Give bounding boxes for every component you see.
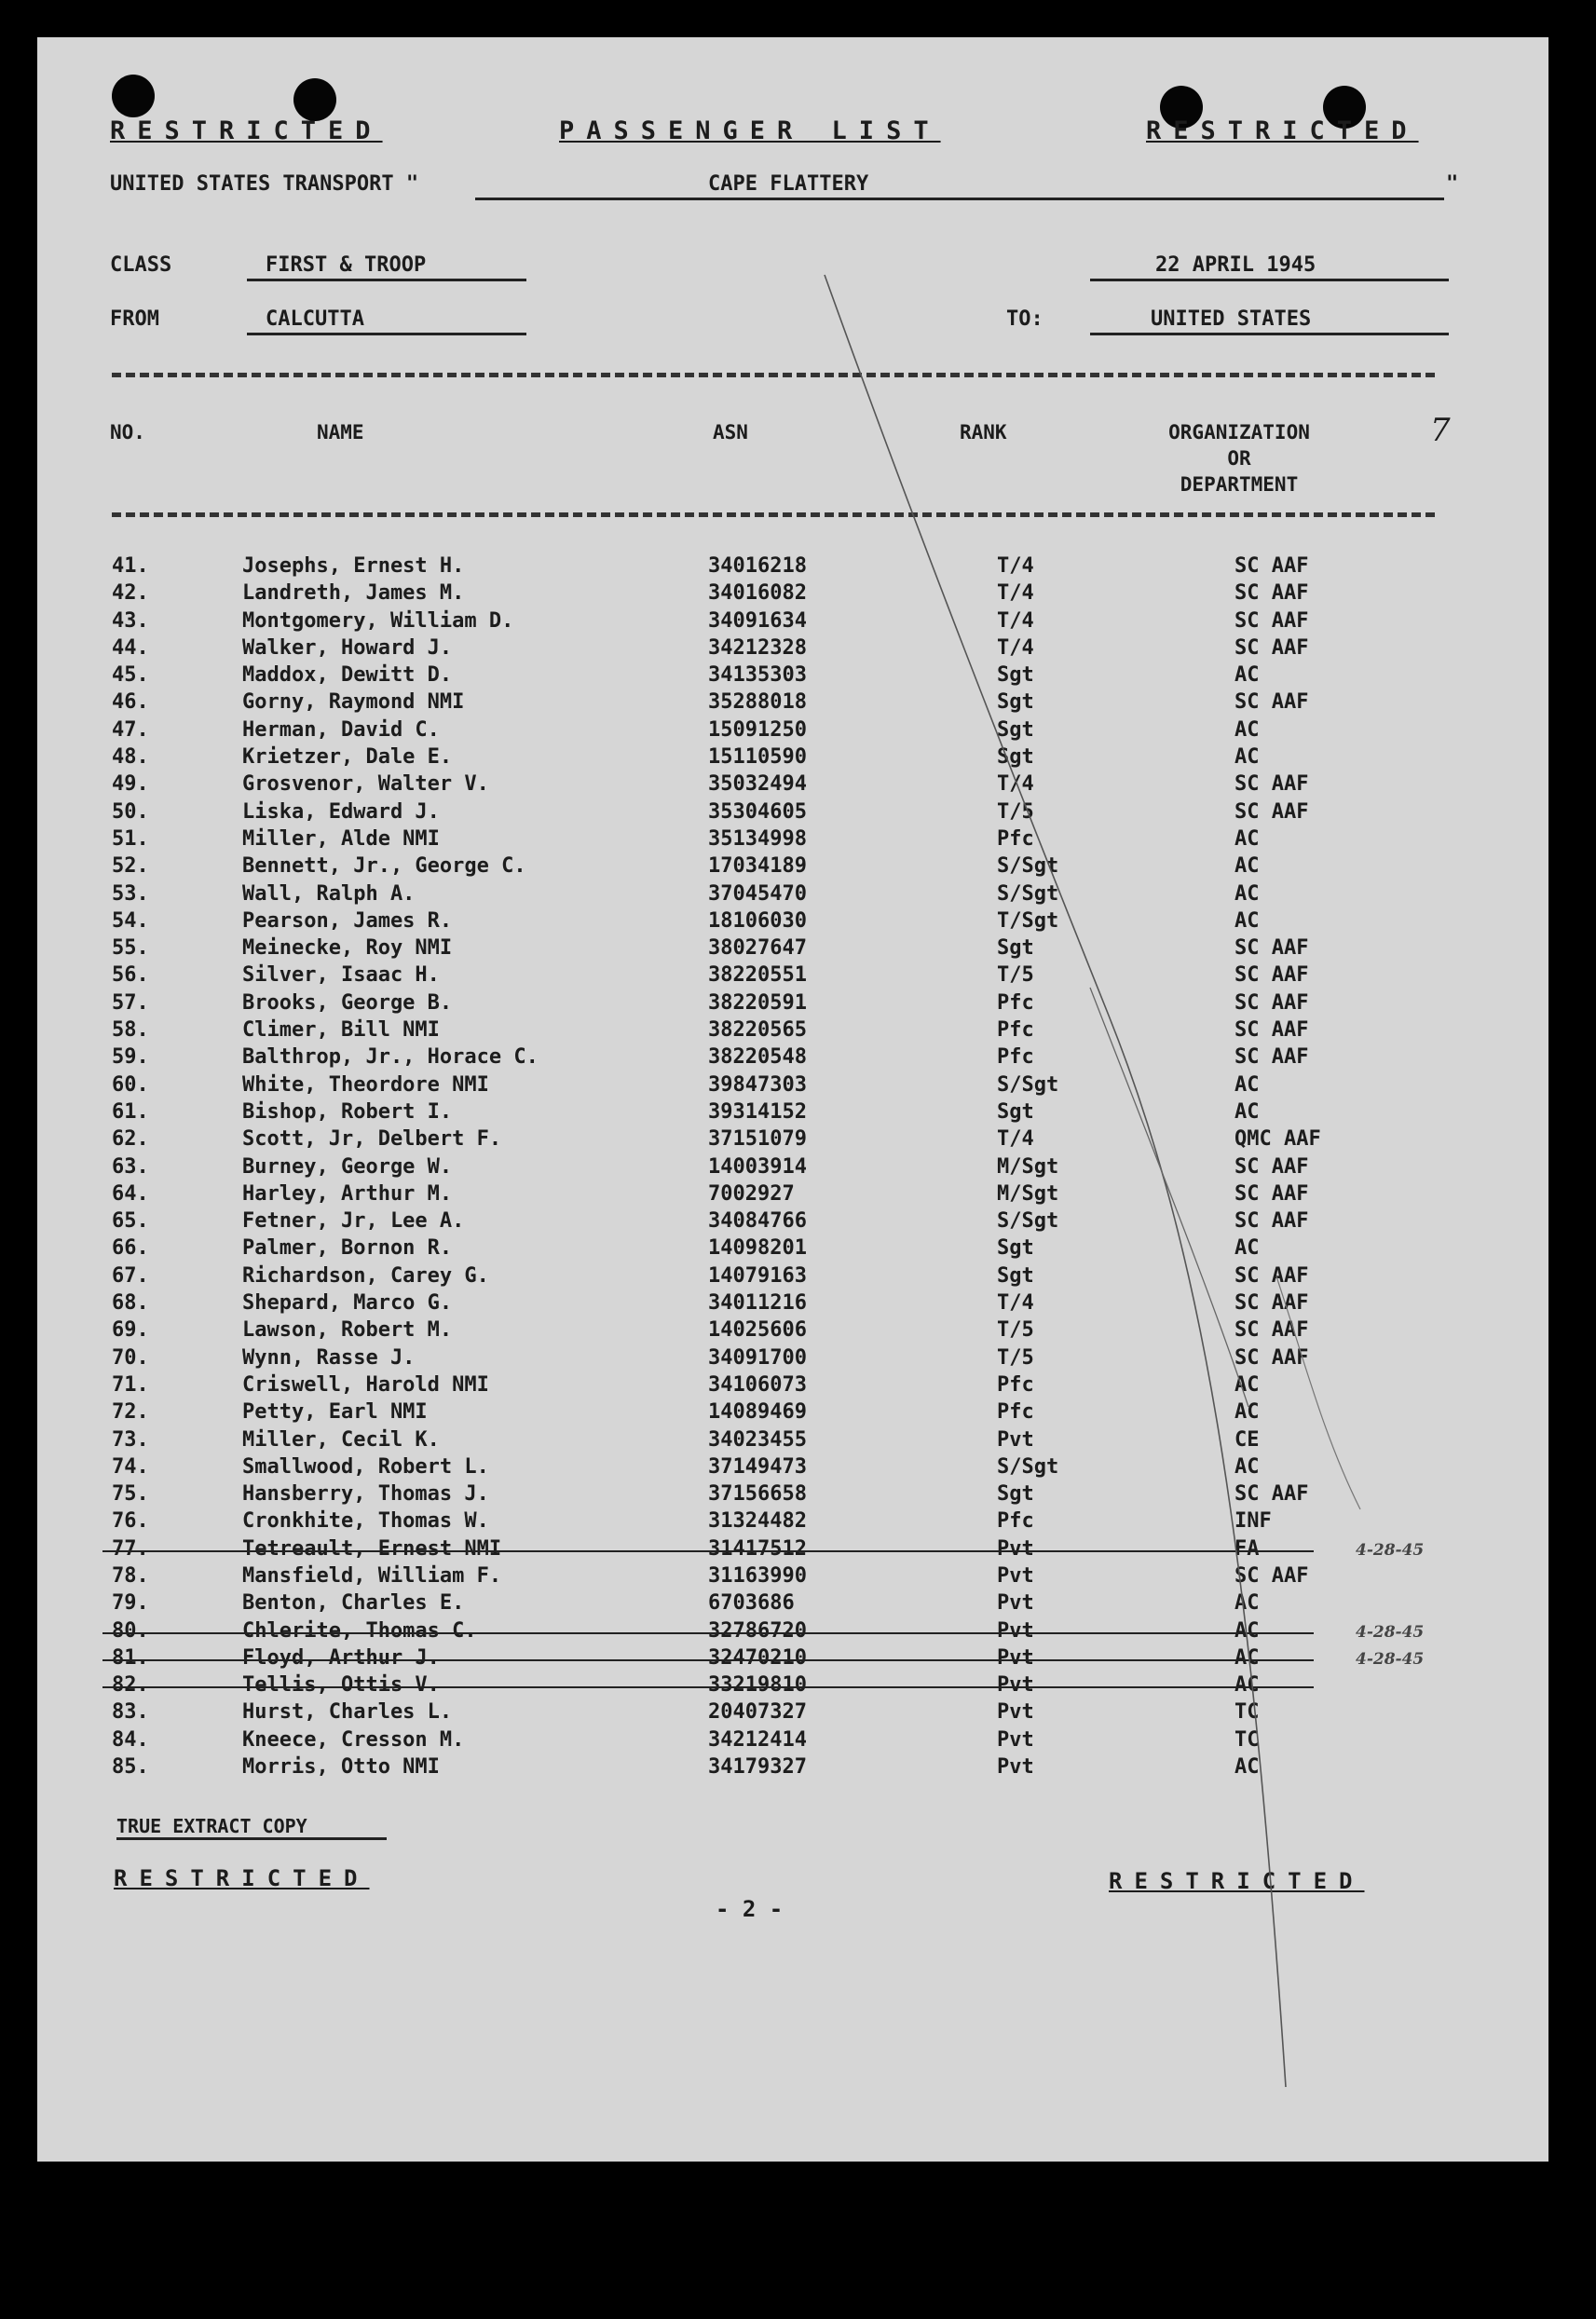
passenger-asn: 15091250 (708, 717, 807, 742)
passenger-rank: T/Sgt (997, 908, 1059, 933)
passenger-name: Tellis, Ottis V. (242, 1673, 440, 1698)
passenger-number: 41. (112, 554, 149, 578)
passenger-number: 75. (112, 1482, 149, 1507)
passenger-organization: AC (1235, 1673, 1260, 1698)
passenger-rank: Sgt (997, 717, 1034, 742)
passenger-number: 48. (112, 745, 149, 770)
passenger-organization: AC (1235, 1372, 1260, 1397)
restricted-header-right: RESTRICTED (1146, 116, 1419, 145)
passenger-number: 74. (112, 1454, 149, 1479)
passenger-number: 70. (112, 1345, 149, 1370)
passenger-number: 45. (112, 663, 149, 688)
passenger-name: Benton, Charles E. (242, 1591, 465, 1616)
passenger-rank: S/Sgt (997, 1454, 1059, 1479)
passenger-number: 81. (112, 1645, 149, 1670)
column-header-org-line1: ORGANIZATION (1168, 421, 1310, 443)
handwritten-date-note: 4-28-45 (1356, 1540, 1425, 1560)
passenger-number: 61. (112, 1099, 149, 1124)
passenger-rank: Pvt (997, 1727, 1034, 1752)
passenger-number: 47. (112, 717, 149, 742)
passenger-asn: 14025606 (708, 1318, 807, 1343)
passenger-name: Krietzer, Dale E. (242, 745, 453, 770)
passenger-organization: AC (1235, 663, 1260, 688)
passenger-rank: Pvt (997, 1563, 1034, 1588)
passenger-rank: T/4 (997, 635, 1034, 660)
passenger-name: Palmer, Bornon R. (242, 1236, 453, 1261)
passenger-organization: AC (1235, 826, 1260, 851)
passenger-number: 52. (112, 854, 149, 879)
passenger-number: 53. (112, 881, 149, 906)
passenger-name: Maddox, Dewitt D. (242, 663, 453, 688)
passenger-number: 46. (112, 690, 149, 715)
handwritten-date-note: 4-28-45 (1356, 1649, 1425, 1669)
passenger-asn: 39847303 (708, 1072, 807, 1097)
passenger-name: Miller, Alde NMI (242, 826, 440, 851)
passenger-rank: T/5 (997, 1345, 1034, 1370)
passenger-name: Montgomery, William D. (242, 608, 514, 633)
passenger-rank: Sgt (997, 1099, 1034, 1124)
passenger-organization: SC AAF (1235, 772, 1309, 797)
passenger-name: Floyd, Arthur J. (242, 1645, 440, 1670)
passenger-name: Morris, Otto NMI (242, 1755, 440, 1780)
passenger-name: Gorny, Raymond NMI (242, 690, 465, 715)
passenger-name: Tetreault, Ernest NMI (242, 1536, 502, 1561)
passenger-organization: AC (1235, 1618, 1260, 1643)
passenger-organization: SC AAF (1235, 1482, 1309, 1507)
passenger-name: Pearson, James R. (242, 908, 453, 933)
passenger-name: Cronkhite, Thomas W. (242, 1509, 489, 1534)
passenger-asn: 38027647 (708, 936, 807, 961)
passenger-organization: SC AAF (1235, 936, 1309, 961)
passenger-organization: SC AAF (1235, 690, 1309, 715)
passenger-organization: SC AAF (1235, 1018, 1309, 1043)
passenger-organization: SC AAF (1235, 1291, 1309, 1316)
passenger-organization: SC AAF (1235, 1045, 1309, 1070)
passenger-name: Bishop, Robert I. (242, 1099, 453, 1124)
passenger-name: Shepard, Marco G. (242, 1291, 453, 1316)
passenger-asn: 34016082 (708, 581, 807, 606)
passenger-name: Harley, Arthur M. (242, 1181, 453, 1206)
passenger-name: Silver, Isaac H. (242, 963, 440, 988)
passenger-rank: M/Sgt (997, 1154, 1059, 1179)
passenger-organization: AC (1235, 854, 1260, 879)
passenger-rank: Pfc (997, 1400, 1034, 1425)
passenger-asn: 37151079 (708, 1127, 807, 1152)
passenger-number: 54. (112, 908, 149, 933)
passenger-organization: SC AAF (1235, 1318, 1309, 1343)
passenger-organization: SC AAF (1235, 1154, 1309, 1179)
passenger-asn: 14089469 (708, 1400, 807, 1425)
passenger-rank: T/4 (997, 608, 1034, 633)
passenger-rank: S/Sgt (997, 1072, 1059, 1097)
passenger-number: 80. (112, 1618, 149, 1643)
passenger-rank: S/Sgt (997, 881, 1059, 906)
passenger-asn: 38220565 (708, 1018, 807, 1043)
passenger-name: Hurst, Charles L. (242, 1700, 453, 1725)
passenger-asn: 34106073 (708, 1372, 807, 1397)
passenger-asn: 34091700 (708, 1345, 807, 1370)
from-label: FROM (110, 307, 159, 331)
class-label: CLASS (110, 253, 172, 277)
passenger-name: Climer, Bill NMI (242, 1018, 440, 1043)
transport-label: UNITED STATES TRANSPORT " (110, 172, 419, 196)
passenger-asn: 17034189 (708, 854, 807, 879)
passenger-asn: 6703686 (708, 1591, 795, 1616)
passenger-asn: 38220551 (708, 963, 807, 988)
passenger-asn: 14079163 (708, 1263, 807, 1288)
passenger-name: Wall, Ralph A. (242, 881, 416, 906)
passenger-organization: TC (1235, 1727, 1260, 1752)
transport-name: CAPE FLATTERY (475, 172, 1444, 200)
passenger-organization: AC (1235, 1072, 1260, 1097)
passenger-organization: AC (1235, 1645, 1260, 1670)
passenger-number: 59. (112, 1045, 149, 1070)
passenger-rank: S/Sgt (997, 1209, 1059, 1234)
passenger-number: 49. (112, 772, 149, 797)
passenger-organization: AC (1235, 1755, 1260, 1780)
passenger-organization: SC AAF (1235, 1181, 1309, 1206)
manifest-date: 22 APRIL 1945 (1090, 253, 1449, 281)
passenger-number: 76. (112, 1509, 149, 1534)
passenger-asn: 33219810 (708, 1673, 807, 1698)
passenger-organization: QMC AAF (1235, 1127, 1321, 1152)
passenger-rank: Pvt (997, 1700, 1034, 1725)
passenger-number: 66. (112, 1236, 149, 1261)
passenger-name: Walker, Howard J. (242, 635, 453, 660)
passenger-number: 73. (112, 1427, 149, 1452)
passenger-rank: Pvt (997, 1618, 1034, 1643)
passenger-organization: AC (1235, 717, 1260, 742)
passenger-organization: SC AAF (1235, 963, 1309, 988)
document-page (37, 37, 1548, 2162)
passenger-organization: SC AAF (1235, 635, 1309, 660)
passenger-rank: Sgt (997, 663, 1034, 688)
passenger-rank: T/4 (997, 554, 1034, 578)
passenger-rank: T/4 (997, 1127, 1034, 1152)
passenger-asn: 32786720 (708, 1618, 807, 1643)
passenger-number: 65. (112, 1209, 149, 1234)
passenger-rank: Pvt (997, 1755, 1034, 1780)
passenger-number: 77. (112, 1536, 149, 1561)
passenger-number: 79. (112, 1591, 149, 1616)
passenger-organization: SC AAF (1235, 990, 1309, 1015)
passenger-organization: AC (1235, 1400, 1260, 1425)
passenger-asn: 34011216 (708, 1291, 807, 1316)
passenger-organization: FA (1235, 1536, 1260, 1561)
passenger-number: 68. (112, 1291, 149, 1316)
passenger-organization: SC AAF (1235, 554, 1309, 578)
passenger-rank: S/Sgt (997, 854, 1059, 879)
passenger-rank: Pfc (997, 1372, 1034, 1397)
passenger-organization: CE (1235, 1427, 1260, 1452)
column-header-name: NAME (317, 421, 364, 443)
passenger-number: 63. (112, 1154, 149, 1179)
passenger-number: 69. (112, 1318, 149, 1343)
passenger-number: 43. (112, 608, 149, 633)
passenger-name: Herman, David C. (242, 717, 440, 742)
passenger-asn: 35288018 (708, 690, 807, 715)
passenger-rank: Sgt (997, 745, 1034, 770)
passenger-organization: SC AAF (1235, 1263, 1309, 1288)
passenger-rank: Sgt (997, 1482, 1034, 1507)
passenger-number: 56. (112, 963, 149, 988)
passenger-organization: AC (1235, 1236, 1260, 1261)
passenger-rank: Pvt (997, 1591, 1034, 1616)
passenger-name: Richardson, Carey G. (242, 1263, 489, 1288)
passenger-rank: Sgt (997, 690, 1034, 715)
passenger-number: 50. (112, 799, 149, 824)
passenger-name: Fetner, Jr, Lee A. (242, 1209, 465, 1234)
passenger-number: 85. (112, 1755, 149, 1780)
passenger-asn: 34084766 (708, 1209, 807, 1234)
passenger-number: 78. (112, 1563, 149, 1588)
passenger-number: 84. (112, 1727, 149, 1752)
from-value: CALCUTTA (247, 307, 526, 335)
passenger-number: 71. (112, 1372, 149, 1397)
passenger-asn: 38220548 (708, 1045, 807, 1070)
passenger-rank: T/4 (997, 772, 1034, 797)
passenger-name: Landreth, James M. (242, 581, 465, 606)
passenger-rank: M/Sgt (997, 1181, 1059, 1206)
passenger-number: 67. (112, 1263, 149, 1288)
passenger-rank: T/5 (997, 963, 1034, 988)
passenger-name: Petty, Earl NMI (242, 1400, 428, 1425)
passenger-number: 72. (112, 1400, 149, 1425)
column-header-org-line3: DEPARTMENT (1180, 473, 1299, 496)
to-value: UNITED STATES (1090, 307, 1449, 335)
passenger-asn: 35134998 (708, 826, 807, 851)
passenger-asn: 31417512 (708, 1536, 807, 1561)
passenger-asn: 31324482 (708, 1509, 807, 1534)
passenger-name: Grosvenor, Walter V. (242, 772, 489, 797)
passenger-name: Liska, Edward J. (242, 799, 440, 824)
passenger-rank: Pvt (997, 1536, 1034, 1561)
passenger-number: 55. (112, 936, 149, 961)
column-header-rank: RANK (960, 421, 1007, 443)
passenger-asn: 20407327 (708, 1700, 807, 1725)
passenger-asn: 35032494 (708, 772, 807, 797)
passenger-name: Balthrop, Jr., Horace C. (242, 1045, 539, 1070)
passenger-organization: SC AAF (1235, 1563, 1309, 1588)
passenger-name: Meinecke, Roy NMI (242, 936, 453, 961)
passenger-number: 83. (112, 1700, 149, 1725)
passenger-asn: 15110590 (708, 745, 807, 770)
passenger-number: 64. (112, 1181, 149, 1206)
passenger-asn: 31163990 (708, 1563, 807, 1588)
passenger-name: Kneece, Cresson M. (242, 1727, 465, 1752)
passenger-rank: Pfc (997, 990, 1034, 1015)
class-value: FIRST & TROOP (247, 253, 526, 281)
passenger-asn: 34091634 (708, 608, 807, 633)
passenger-rank: Sgt (997, 1263, 1034, 1288)
restricted-header-left: RESTRICTED (110, 116, 383, 145)
passenger-number: 60. (112, 1072, 149, 1097)
passenger-name: Burney, George W. (242, 1154, 453, 1179)
passenger-name: Chlerite, Thomas C. (242, 1618, 477, 1643)
passenger-asn: 34179327 (708, 1755, 807, 1780)
passenger-asn: 37045470 (708, 881, 807, 906)
passenger-rank: Pfc (997, 1045, 1034, 1070)
passenger-number: 62. (112, 1127, 149, 1152)
passenger-organization: SC AAF (1235, 608, 1309, 633)
pencil-scratch-marks (37, 37, 1548, 2162)
passenger-asn: 39314152 (708, 1099, 807, 1124)
page-number: - 2 - (716, 1896, 784, 1922)
passenger-asn: 34135303 (708, 663, 807, 688)
passenger-organization: SC AAF (1235, 1209, 1309, 1234)
passenger-organization: SC AAF (1235, 799, 1309, 824)
passenger-asn: 32470210 (708, 1645, 807, 1670)
passenger-name: Mansfield, William F. (242, 1563, 502, 1588)
column-header-asn: ASN (713, 421, 748, 443)
column-header-org-line2: OR (1227, 447, 1251, 470)
passenger-organization: AC (1235, 1099, 1260, 1124)
passenger-rank: T/4 (997, 1291, 1034, 1316)
passenger-rank: Pvt (997, 1673, 1034, 1698)
passenger-rank: Sgt (997, 936, 1034, 961)
transport-close-quote: " (1446, 172, 1459, 196)
margin-page-mark: 7 (1430, 412, 1451, 449)
passenger-asn: 37156658 (708, 1482, 807, 1507)
passenger-number: 57. (112, 990, 149, 1015)
passenger-rank: T/5 (997, 1318, 1034, 1343)
restricted-footer-right: RESTRICTED (1109, 1868, 1365, 1894)
passenger-asn: 35304605 (708, 799, 807, 824)
passenger-name: Criswell, Harold NMI (242, 1372, 489, 1397)
passenger-asn: 14003914 (708, 1154, 807, 1179)
handwritten-date-note: 4-28-45 (1356, 1622, 1425, 1642)
passenger-asn: 14098201 (708, 1236, 807, 1261)
passenger-rank: T/4 (997, 581, 1034, 606)
passenger-organization: SC AAF (1235, 1345, 1309, 1370)
passenger-number: 42. (112, 581, 149, 606)
true-extract-copy: TRUE EXTRACT COPY (116, 1815, 387, 1840)
passenger-organization: AC (1235, 881, 1260, 906)
passenger-number: 44. (112, 635, 149, 660)
passenger-number: 58. (112, 1018, 149, 1043)
passenger-asn: 34023455 (708, 1427, 807, 1452)
passenger-rank: Pfc (997, 1018, 1034, 1043)
passenger-name: Bennett, Jr., George C. (242, 854, 526, 879)
passenger-asn: 34212328 (708, 635, 807, 660)
passenger-name: Hansberry, Thomas J. (242, 1482, 489, 1507)
passenger-organization: AC (1235, 1591, 1260, 1616)
passenger-name: Brooks, George B. (242, 990, 453, 1015)
passenger-rank: Pfc (997, 1509, 1034, 1534)
passenger-number: 51. (112, 826, 149, 851)
passenger-name: White, Theordore NMI (242, 1072, 489, 1097)
to-label: TO: (1006, 307, 1044, 331)
passenger-rank: T/5 (997, 799, 1034, 824)
passenger-organization: SC AAF (1235, 581, 1309, 606)
passenger-rank: Sgt (997, 1236, 1034, 1261)
passenger-name: Josephs, Ernest H. (242, 554, 465, 578)
restricted-footer-left: RESTRICTED (114, 1865, 370, 1891)
passenger-organization: AC (1235, 908, 1260, 933)
passenger-organization: AC (1235, 745, 1260, 770)
passenger-name: Wynn, Rasse J. (242, 1345, 416, 1370)
passenger-name: Lawson, Robert M. (242, 1318, 453, 1343)
passenger-name: Scott, Jr, Delbert F. (242, 1127, 502, 1152)
passenger-asn: 18106030 (708, 908, 807, 933)
passenger-asn: 37149473 (708, 1454, 807, 1479)
passenger-organization: TC (1235, 1700, 1260, 1725)
passenger-number: 82. (112, 1673, 149, 1698)
passenger-rank: Pvt (997, 1645, 1034, 1670)
passenger-rank: Pfc (997, 826, 1034, 851)
passenger-organization: INF (1235, 1509, 1272, 1534)
column-header-no: NO. (110, 421, 145, 443)
document-title: PASSENGER LIST (559, 116, 941, 145)
passenger-rank: Pvt (997, 1427, 1034, 1452)
passenger-asn: 38220591 (708, 990, 807, 1015)
passenger-asn: 34212414 (708, 1727, 807, 1752)
passenger-organization: AC (1235, 1454, 1260, 1479)
passenger-name: Smallwood, Robert L. (242, 1454, 489, 1479)
passenger-asn: 7002927 (708, 1181, 795, 1206)
passenger-name: Miller, Cecil K. (242, 1427, 440, 1452)
passenger-asn: 34016218 (708, 554, 807, 578)
